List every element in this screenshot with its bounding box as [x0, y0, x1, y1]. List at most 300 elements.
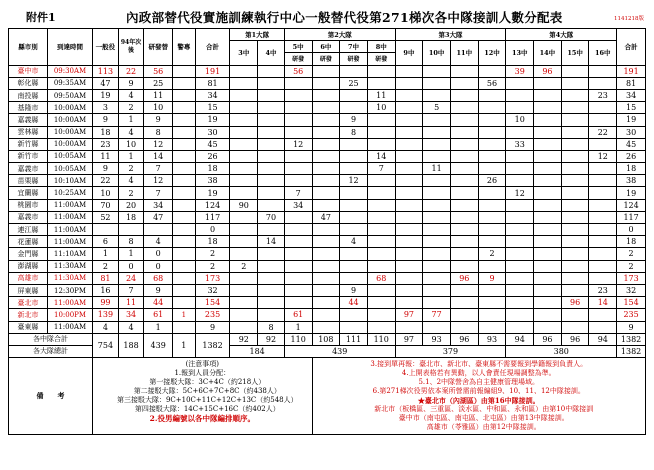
- cell-total: 124: [195, 199, 230, 211]
- cell-company-6: [312, 102, 340, 114]
- cell-company-10: [423, 126, 451, 138]
- cell-time: 11:00AM: [47, 321, 92, 333]
- cell-company-5: [284, 77, 312, 89]
- col-company-5: 5中: [284, 41, 312, 53]
- cell-company-4: [258, 248, 285, 260]
- cell-row-sum: 15: [617, 102, 646, 114]
- cell-company-9: [395, 272, 423, 284]
- cell-total: 117: [195, 211, 230, 223]
- cell-police: [173, 297, 196, 309]
- cell-company-8: [367, 77, 395, 89]
- summary-company-11: 96: [450, 333, 478, 345]
- cell-company-14: [534, 102, 562, 114]
- cell-time: 11:00AM: [47, 236, 92, 248]
- cell-company-9: [395, 138, 423, 150]
- cell-rd: 9: [144, 114, 173, 126]
- cell-county: 高雄市: [9, 272, 48, 284]
- cell-company-14: [534, 163, 562, 175]
- cell-company-14: [534, 138, 562, 150]
- cell-police: [173, 65, 196, 77]
- cell-company-13: [506, 260, 534, 272]
- cell-company-9: [395, 114, 423, 126]
- cell-company-3: [230, 175, 258, 187]
- cell-row-sum: 235: [617, 309, 646, 321]
- cell-y94: 2: [118, 187, 144, 199]
- cell-county: 彰化縣: [9, 77, 48, 89]
- summary-brigade-3: 379: [395, 345, 506, 357]
- cell-company-12: [478, 126, 506, 138]
- cell-police: [173, 126, 196, 138]
- cell-company-15: [561, 321, 589, 333]
- cell-company-7: 4: [340, 236, 368, 248]
- cell-company-11: [450, 297, 478, 309]
- cell-general: 70: [93, 199, 119, 211]
- cell-county: 新竹縣: [9, 138, 48, 150]
- table-row: [9, 309, 646, 321]
- cell-county: 澎湖縣: [9, 260, 48, 272]
- cell-time: 11:00AM: [47, 199, 92, 211]
- cell-rd: 10: [144, 102, 173, 114]
- cell-company-15: [561, 114, 589, 126]
- cell-time: 12:30PM: [47, 284, 92, 296]
- col-company-11: 11中: [450, 41, 478, 65]
- cell-company-11: [450, 77, 478, 89]
- remark-assignment-line: 新北市（板橋區、三重區、淡水區、中和區、永和區）由第10中隊接訓: [374, 405, 594, 414]
- cell-row-sum: 173: [617, 272, 646, 284]
- remark-line: 第二接駁大隊：5C+6C+7C+8C（約438人）: [133, 387, 281, 396]
- cell-total: 0: [195, 224, 230, 236]
- cell-company-4: 14: [258, 236, 285, 248]
- cell-company-9: [395, 260, 423, 272]
- summary-company-9: 97: [395, 333, 423, 345]
- cell-company-11: [450, 321, 478, 333]
- cell-company-12: [478, 102, 506, 114]
- remark-line: 第一接駁大隊：3C+4C（約218人）: [149, 378, 266, 387]
- cell-company-4: [258, 150, 285, 162]
- cell-general: 1: [93, 248, 119, 260]
- cell-total: 45: [195, 138, 230, 150]
- cell-company-3: 90: [230, 199, 258, 211]
- cell-company-4: [258, 102, 285, 114]
- cell-company-3: [230, 89, 258, 101]
- cell-company-8: 7: [367, 163, 395, 175]
- table-row: [9, 77, 646, 89]
- cell-company-5: [284, 297, 312, 309]
- cell-police: [173, 163, 196, 175]
- cell-row-sum: 26: [617, 150, 646, 162]
- cell-company-7: 9: [340, 114, 368, 126]
- cell-row-sum: 9: [617, 321, 646, 333]
- remark-line: 第三接駁大隊：9C+10C+11C+12C+13C（約548人）: [116, 396, 298, 405]
- remark-assignment-line: ★臺北市（內湖區）由第16中隊接訓。: [417, 396, 540, 406]
- table-row: [9, 89, 646, 101]
- cell-company-5: [284, 236, 312, 248]
- cell-company-14: [534, 248, 562, 260]
- summary-brigade-4: 380: [506, 345, 617, 357]
- table-row: [9, 224, 646, 236]
- cell-company-15: 96: [561, 297, 589, 309]
- cell-y94: 4: [118, 126, 144, 138]
- cell-rd: 9: [144, 284, 173, 296]
- cell-company-14: 96: [534, 65, 562, 77]
- cell-company-10: [423, 187, 451, 199]
- cell-company-13: 10: [506, 114, 534, 126]
- summary-company-12: 93: [478, 333, 506, 345]
- cell-general: 6: [93, 236, 119, 248]
- cell-rd: 61: [144, 309, 173, 321]
- cell-y94: 2: [118, 163, 144, 175]
- cell-company-9: [395, 224, 423, 236]
- cell-company-13: [506, 102, 534, 114]
- col-year94: 94年次後: [118, 29, 144, 66]
- cell-company-9: [395, 126, 423, 138]
- cell-time: 10:05AM: [47, 150, 92, 162]
- cell-rd: 56: [144, 65, 173, 77]
- cell-company-16: [589, 175, 617, 187]
- table-row: [9, 114, 646, 126]
- cell-company-8: [367, 309, 395, 321]
- cell-company-3: [230, 309, 258, 321]
- col-company-16: 16中: [589, 41, 617, 65]
- cell-total: 191: [195, 65, 230, 77]
- cell-company-13: [506, 272, 534, 284]
- col-company-4: 4中: [258, 41, 285, 65]
- cell-company-14: [534, 211, 562, 223]
- remark-line: 1.報到人員分配：: [174, 369, 231, 378]
- cell-company-11: [450, 211, 478, 223]
- summary-company-13: 94: [506, 333, 534, 345]
- cell-company-14: [534, 199, 562, 211]
- cell-police: [173, 150, 196, 162]
- cell-company-15: [561, 284, 589, 296]
- cell-company-7: [340, 89, 368, 101]
- cell-rd: 44: [144, 297, 173, 309]
- cell-company-9: [395, 89, 423, 101]
- cell-company-6: [312, 163, 340, 175]
- cell-company-8: [367, 175, 395, 187]
- cell-rd: 47: [144, 211, 173, 223]
- cell-police: [173, 102, 196, 114]
- cell-total: 154: [195, 297, 230, 309]
- col-company-9: 9中: [395, 41, 423, 65]
- cell-police: [173, 89, 196, 101]
- cell-company-6: [312, 284, 340, 296]
- cell-company-3: [230, 65, 258, 77]
- cell-company-4: [258, 175, 285, 187]
- summary-company-14: 96: [534, 333, 562, 345]
- cell-company-7: 44: [340, 297, 368, 309]
- cell-company-10: [423, 321, 451, 333]
- cell-company-8: [367, 321, 395, 333]
- cell-company-15: [561, 163, 589, 175]
- cell-company-14: [534, 150, 562, 162]
- col-company-15: 15中: [561, 41, 589, 65]
- cell-police: [173, 187, 196, 199]
- cell-company-15: [561, 77, 589, 89]
- cell-row-sum: 30: [617, 126, 646, 138]
- cell-total: 26: [195, 150, 230, 162]
- cell-company-6: [312, 309, 340, 321]
- cell-company-15: [561, 309, 589, 321]
- cell-time: 09:30AM: [47, 65, 92, 77]
- remark-assignment-line: 高雄市（苓雅區）由第12中隊接訓。: [426, 423, 541, 432]
- cell-company-7: [340, 102, 368, 114]
- summary-company-label: 各中隊合計: [9, 333, 93, 345]
- cell-total: 30: [195, 126, 230, 138]
- cell-company-3: [230, 138, 258, 150]
- cell-company-7: [340, 187, 368, 199]
- cell-company-7: [340, 272, 368, 284]
- cell-general: 2: [93, 260, 119, 272]
- remarks-left: [93, 358, 312, 435]
- cell-company-10: [423, 284, 451, 296]
- col-company-3: 3中: [230, 41, 258, 65]
- cell-company-4: [258, 284, 285, 296]
- cell-company-9: [395, 248, 423, 260]
- cell-time: 11:10AM: [47, 248, 92, 260]
- col-brigade-3: 第3大隊: [395, 29, 506, 41]
- cell-company-7: [340, 163, 368, 175]
- cell-police: [173, 248, 196, 260]
- cell-company-3: [230, 284, 258, 296]
- cell-company-10: [423, 236, 451, 248]
- cell-county: 臺北市: [9, 297, 48, 309]
- cell-company-10: [423, 138, 451, 150]
- cell-y94: 2: [118, 102, 144, 114]
- cell-company-6: [312, 114, 340, 126]
- col-grand-total: 合計: [617, 29, 646, 66]
- cell-company-6: [312, 175, 340, 187]
- table-row: [9, 272, 646, 284]
- table-row: [9, 260, 646, 272]
- header-row-brigades: [9, 29, 646, 41]
- cell-company-12: [478, 187, 506, 199]
- cell-county: 雲林縣: [9, 126, 48, 138]
- table-row: [9, 150, 646, 162]
- cell-company-10: [423, 150, 451, 162]
- cell-total: 18: [195, 236, 230, 248]
- cell-company-4: [258, 163, 285, 175]
- cell-company-9: [395, 175, 423, 187]
- cell-company-9: [395, 284, 423, 296]
- cell-company-14: [534, 89, 562, 101]
- cell-company-13: [506, 77, 534, 89]
- cell-company-14: [534, 321, 562, 333]
- cell-police: 1: [173, 309, 196, 321]
- cell-time: 11:00AM: [47, 297, 92, 309]
- cell-company-14: [534, 284, 562, 296]
- cell-general: 139: [93, 309, 119, 321]
- cell-company-16: 12: [589, 150, 617, 162]
- cell-company-15: [561, 175, 589, 187]
- cell-company-11: [450, 284, 478, 296]
- cell-company-4: [258, 224, 285, 236]
- cell-company-7: [340, 321, 368, 333]
- cell-company-8: [367, 126, 395, 138]
- cell-company-14: [534, 187, 562, 199]
- cell-county: 基隆市: [9, 102, 48, 114]
- cell-company-5: 61: [284, 309, 312, 321]
- cell-company-7: [340, 65, 368, 77]
- rd-tag: 研發: [367, 53, 395, 65]
- cell-company-16: [589, 77, 617, 89]
- cell-company-11: [450, 163, 478, 175]
- cell-time: 11:30AM: [47, 272, 92, 284]
- cell-company-6: [312, 89, 340, 101]
- cell-company-8: [367, 248, 395, 260]
- cell-company-16: [589, 163, 617, 175]
- cell-time: 10:10AM: [47, 175, 92, 187]
- cell-company-11: [450, 150, 478, 162]
- cell-company-10: [423, 224, 451, 236]
- cell-company-13: [506, 211, 534, 223]
- cell-company-16: [589, 236, 617, 248]
- cell-row-sum: 154: [617, 297, 646, 309]
- table-row: [9, 175, 646, 187]
- cell-company-6: [312, 138, 340, 150]
- cell-company-8: [367, 114, 395, 126]
- cell-company-5: [284, 163, 312, 175]
- col-total: 合計: [195, 29, 230, 66]
- cell-time: 10:00PM: [47, 309, 92, 321]
- cell-company-8: [367, 284, 395, 296]
- cell-county: 花蓮縣: [9, 236, 48, 248]
- cell-total: 18: [195, 163, 230, 175]
- col-company-12: 12中: [478, 41, 506, 65]
- cell-police: [173, 199, 196, 211]
- cell-company-7: [340, 138, 368, 150]
- cell-county: 嘉義市: [9, 211, 48, 223]
- cell-general: 99: [93, 297, 119, 309]
- cell-company-5: [284, 150, 312, 162]
- table-row: [9, 248, 646, 260]
- cell-company-13: [506, 150, 534, 162]
- col-company-13: 13中: [506, 41, 534, 65]
- cell-y94: 1: [118, 248, 144, 260]
- cell-company-13: 39: [506, 65, 534, 77]
- cell-y94: 1: [118, 114, 144, 126]
- cell-company-13: [506, 321, 534, 333]
- cell-company-11: [450, 126, 478, 138]
- cell-company-12: [478, 163, 506, 175]
- cell-police: [173, 321, 196, 333]
- cell-company-4: [258, 89, 285, 101]
- cell-row-sum: 0: [617, 224, 646, 236]
- cell-company-10: [423, 175, 451, 187]
- summary-rd: 439: [144, 333, 173, 357]
- remark-red-line: 4.上開表格若有異動，以人會責任現場調整為準。: [401, 369, 556, 378]
- document-version: 1141218版: [614, 16, 644, 22]
- cell-company-16: [589, 211, 617, 223]
- cell-general: 3: [93, 102, 119, 114]
- summary-grand-1: 1382: [617, 333, 646, 345]
- cell-time: 11:00AM: [47, 224, 92, 236]
- cell-company-7: [340, 211, 368, 223]
- cell-general: 52: [93, 211, 119, 223]
- cell-company-3: [230, 321, 258, 333]
- cell-total: 235: [195, 309, 230, 321]
- cell-company-5: 56: [284, 65, 312, 77]
- cell-company-4: [258, 65, 285, 77]
- cell-y94: [118, 224, 144, 236]
- cell-y94: 0: [118, 260, 144, 272]
- cell-company-3: 2: [230, 260, 258, 272]
- cell-company-6: [312, 126, 340, 138]
- cell-time: 09:35AM: [47, 77, 92, 89]
- cell-company-9: [395, 199, 423, 211]
- col-general: 一般役: [93, 29, 119, 66]
- cell-y94: 22: [118, 65, 144, 77]
- cell-company-10: 11: [423, 163, 451, 175]
- cell-police: [173, 77, 196, 89]
- summary-police: 1: [173, 333, 196, 357]
- cell-company-8: [367, 187, 395, 199]
- cell-rd: 0: [144, 248, 173, 260]
- cell-company-4: [258, 187, 285, 199]
- cell-rd: 25: [144, 77, 173, 89]
- rd-tag: 研發: [312, 53, 340, 65]
- cell-police: [173, 224, 196, 236]
- cell-company-6: [312, 248, 340, 260]
- cell-company-13: [506, 284, 534, 296]
- cell-company-6: [312, 150, 340, 162]
- cell-company-8: 11: [367, 89, 395, 101]
- col-company-7: 7中: [340, 41, 368, 53]
- table-row: [9, 284, 646, 296]
- cell-company-11: [450, 260, 478, 272]
- cell-company-8: 68: [367, 272, 395, 284]
- cell-company-11: [450, 187, 478, 199]
- cell-company-8: [367, 138, 395, 150]
- cell-company-4: 8: [258, 321, 285, 333]
- cell-company-16: [589, 248, 617, 260]
- cell-company-12: 56: [478, 77, 506, 89]
- cell-company-4: [258, 114, 285, 126]
- cell-company-8: [367, 224, 395, 236]
- cell-county: 屏東縣: [9, 284, 48, 296]
- cell-company-12: [478, 114, 506, 126]
- cell-company-11: [450, 199, 478, 211]
- cell-company-10: [423, 211, 451, 223]
- cell-row-sum: 19: [617, 187, 646, 199]
- cell-company-16: [589, 321, 617, 333]
- cell-county: 苗栗縣: [9, 175, 48, 187]
- col-brigade-4: 第4大隊: [506, 29, 617, 41]
- remark-red-line: 6.第271梯次役男依本案所營需前報編組9、10、11、12中隊接訓。: [372, 387, 585, 396]
- summary-y94: 188: [118, 333, 144, 357]
- cell-y94: 9: [118, 77, 144, 89]
- cell-police: [173, 114, 196, 126]
- cell-company-6: [312, 297, 340, 309]
- cell-y94: 7: [118, 284, 144, 296]
- cell-total: 2: [195, 260, 230, 272]
- cell-company-9: [395, 65, 423, 77]
- cell-company-7: [340, 199, 368, 211]
- cell-row-sum: 124: [617, 199, 646, 211]
- cell-police: [173, 175, 196, 187]
- cell-company-10: [423, 65, 451, 77]
- cell-company-5: [284, 89, 312, 101]
- cell-y94: 34: [118, 309, 144, 321]
- cell-time: 10:00AM: [47, 114, 92, 126]
- cell-company-4: [258, 272, 285, 284]
- cell-company-5: [284, 224, 312, 236]
- cell-company-12: [478, 284, 506, 296]
- cell-company-13: [506, 297, 534, 309]
- cell-general: 10: [93, 187, 119, 199]
- summary-company-3: 92: [230, 333, 258, 345]
- cell-company-16: [589, 138, 617, 150]
